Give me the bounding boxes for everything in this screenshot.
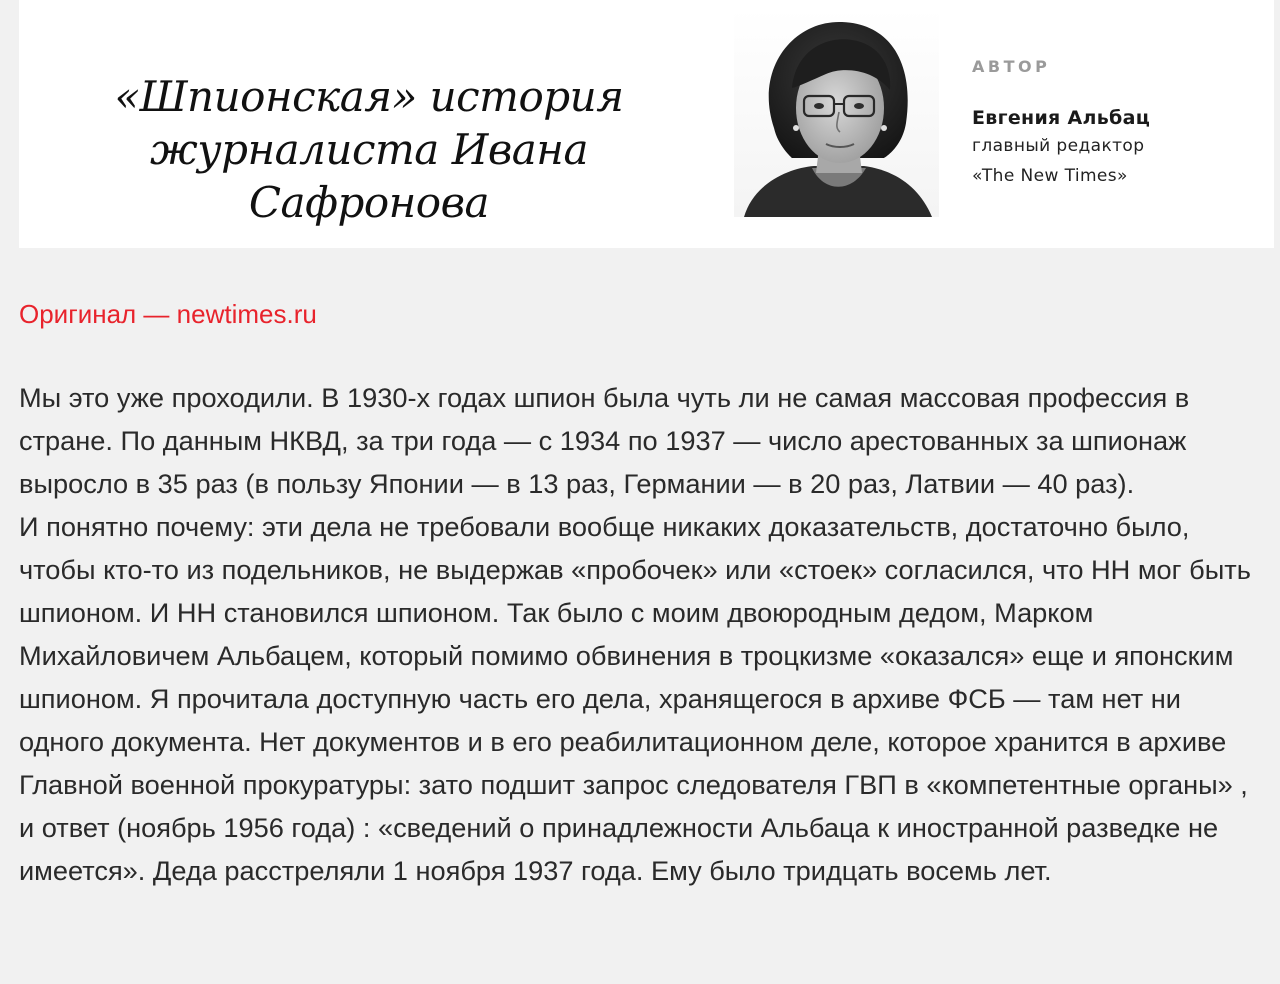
author-name[interactable]: Евгения Альбац bbox=[972, 107, 1151, 129]
article-header bbox=[19, 0, 1274, 248]
author-caption: АВТОР bbox=[972, 57, 1051, 76]
author-info bbox=[972, 56, 1262, 191]
author-photo bbox=[734, 8, 939, 217]
article-paragraph: Мы это уже проходили. В 1930-х годах шпион была чуть ли не самая массовая профессия в стране. По данным НКВД, за три года — с 1934 по 1937 — число арестованных за шпионаж выросло в 35 раз (в пользу Японии — в 13 раз, Германии — в 20 раз, Латвии — 40 раз). bbox=[19, 382, 1190, 499]
article-body bbox=[19, 376, 1264, 892]
article-title: «Шпионская» история журналиста Ивана Сафронова bbox=[114, 72, 624, 227]
author-role: главный редактор bbox=[972, 136, 1145, 156]
source-link[interactable]: Оригинал — newtimes.ru bbox=[19, 299, 317, 329]
article-paragraph: И понятно почему: эти дела не требовали вообще никаких доказательств, достаточно было, чтобы кто-то из подельников, не выдержав «пробочек» или «стоек» согласился, что НН мог быть шпионом. И НН становился шпионом. Так было с моим двоюродным дедом, Марком Михайловичем Альбацем, который помимо обвинения в троцкизме «оказался» еще и японским шпионом. Я прочитала доступную часть его дела, хранящегося в архиве ФСБ — там нет ни одного документа. Нет документов и в его реабилитационном деле, которое хранится в архиве Главной военной прокуратуры: зато подшит запрос следователя ГВП в «компетентные органы» , и ответ (ноябрь 1956 года) : «сведений о принадлежности Альбаца к иностранной разведке не имеется». Деда расстреляли 1 ноября 1937 года. Ему было тридцать восемь лет. bbox=[19, 511, 1251, 886]
author-organization: «The New Times» bbox=[972, 166, 1128, 186]
